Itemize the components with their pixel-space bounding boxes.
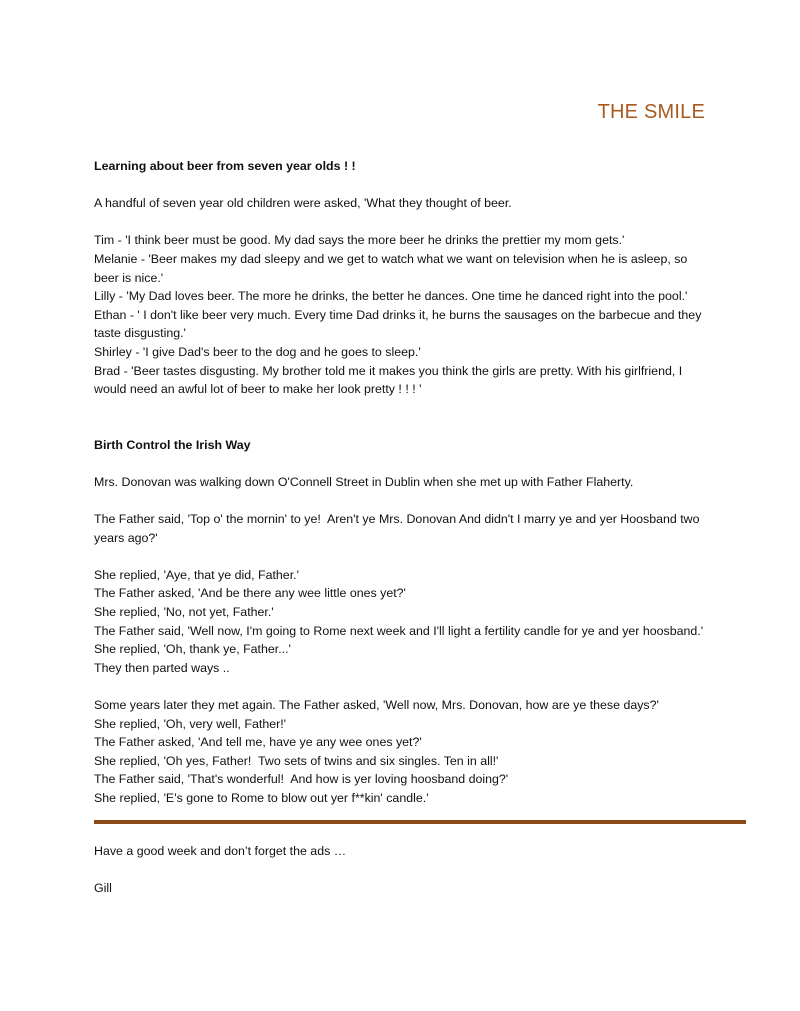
quote-line: Lilly - 'My Dad loves beer. The more he drinks, the better he dances. One time he danced right into the pool.': [94, 289, 688, 304]
document-body: [94, 157, 704, 808]
dialog-line: She replied, 'Oh yes, Father! Two sets of twins and six singles. Ten in all!': [94, 753, 499, 768]
paragraph: A handful of seven year old children were asked, 'What they thought of beer.: [94, 196, 512, 211]
quote-line: Tim - 'I think beer must be good. My dad says the more beer he drinks the prettier my mom gets.': [94, 233, 625, 248]
dialog-line: She replied, 'Oh, very well, Father!': [94, 716, 287, 731]
dialog-line: The Father asked, 'And be there any wee little ones yet?': [94, 586, 406, 601]
quote-line: Melanie - 'Beer makes my dad sleepy and we get to watch what we want on television when he is asleep, so beer is nice.': [94, 251, 691, 285]
section-heading-beer: Learning about beer from seven year olds ! !: [94, 159, 356, 173]
dialog-line: The Father said, 'That's wonderful! And how is yer loving hoosband doing?': [94, 772, 509, 787]
footer-message: Have a good week and don’t forget the ads …: [94, 844, 347, 858]
quote-line: Brad - 'Beer tastes disgusting. My brother told me it makes you think the girls are pretty. With his girlfriend, I would need an awful lot of beer to make her look pretty ! ! ! ': [94, 363, 686, 397]
dialog-line: She replied, 'Oh, thank ye, Father...': [94, 642, 291, 657]
quote-line: Shirley - 'I give Dad's beer to the dog and he goes to sleep.': [94, 344, 421, 359]
footer: [94, 842, 704, 898]
section-divider: [94, 820, 746, 824]
section-heading-birth-control: Birth Control the Irish Way: [94, 437, 251, 452]
dialog-line: The Father said, 'Well now, I'm going to Rome next week and I'll light a fertility candle for ye and yer hoosband.': [94, 623, 704, 638]
signature: Gill: [94, 881, 112, 896]
dialog-line: They then parted ways ..: [94, 660, 230, 675]
dialog-line: The Father asked, 'And tell me, have ye any wee ones yet?': [94, 735, 422, 750]
page-title: THE SMILE: [597, 101, 705, 123]
paragraph: The Father said, 'Top o' the mornin' to ye! Aren't ye Mrs. Donovan And didn't I marry ye and yer Hoosband two years ago?': [94, 512, 703, 545]
quote-line: Ethan - ' I don't like beer very much. Every time Dad drinks it, he burns the sausages on the barbecue and they taste disgusting.': [94, 307, 705, 341]
dialog-line: She replied, 'No, not yet, Father.': [94, 605, 274, 620]
dialog-line: Some years later they met again. The Father asked, 'Well now, Mrs. Donovan, how are ye these days?': [94, 698, 659, 713]
dialog-line: She replied, 'Aye, that ye did, Father.': [94, 567, 299, 582]
paragraph: Mrs. Donovan was walking down O'Connell Street in Dublin when she met up with Father Flaherty.: [94, 474, 634, 489]
dialog-line: She replied, 'E's gone to Rome to blow out yer f**kin' candle.': [94, 791, 429, 805]
